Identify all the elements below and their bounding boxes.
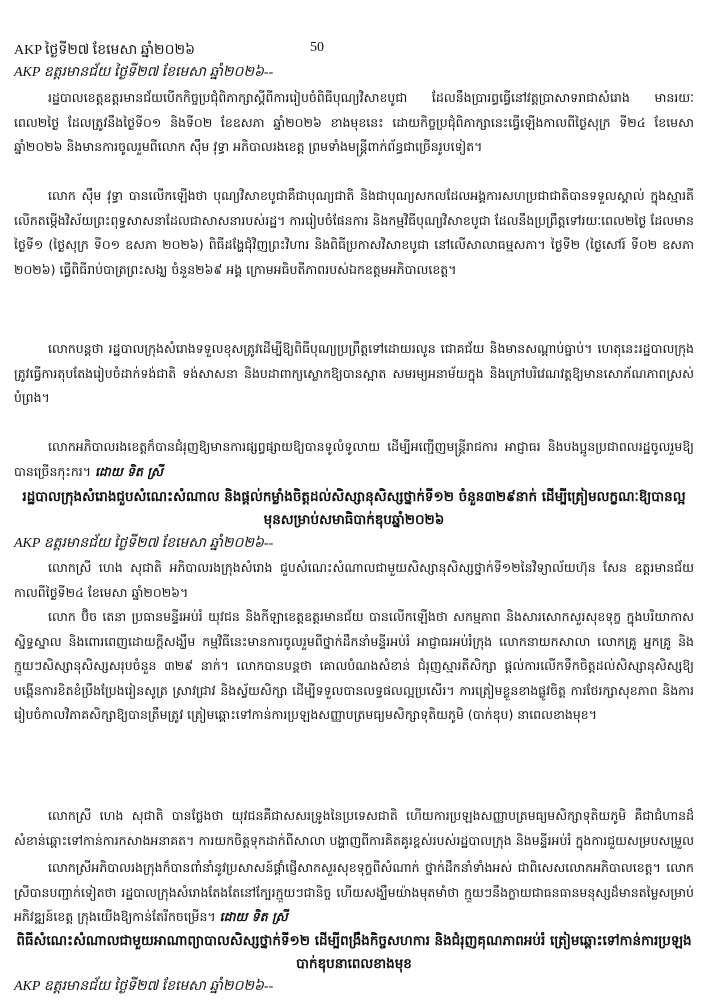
article-2-title-block <box>14 486 694 532</box>
header-date: AKP ថ្ងៃទី២៧ ខែមេសា ឆ្នាំ២០២៦ <box>14 43 196 58</box>
article-1-paragraph-1-block <box>14 86 694 184</box>
article-3-dateline: AKP ឧត្តរមានជ័យ ថ្ងៃទី២៧ ខែមេសា ឆ្នាំ២០២៦-- <box>14 979 274 994</box>
article-2-dateline: AKP ឧត្តរមានជ័យ ថ្ងៃទី២៧ ខែមេសា ឆ្នាំ២០២៦-- <box>14 536 274 551</box>
article-2 <box>14 535 694 553</box>
page-number: 50 <box>310 40 324 55</box>
article-1-paragraph: រដ្ឋបាលខេត្តឧត្តរមានជ័យបើកកិច្ចប្រជុំពិភាក្សាស្តីពីការរៀបចំពិធីបុណ្យវិសាខបូជា ដែលនឹងប្រារព្ធធ្វើនៅវត្តប្រាសាទរាជាសំរោង មានរយៈពេល២ថ្ងៃ ដែលត្រូវនឹងថ្ងៃទី០១ និងទី០២ ខែឧសភា ឆ្នាំ២០២៦ ខាងមុខនេះ ដោយកិច្ចប្រជុំពិភាក្សានេះធ្វើឡើងកាលពីថ្ងៃសុក្រ ទី២៤ ខែមេសា ឆ្នាំ២០២៦ និងមានការចូលរួមពីលោក ស៊ឹម វុទ្ធា អភិបាលរងខេត្ត ព្រមទាំងមន្ត្រីពាក់ព័ន្ធជាច្រើនរូបទៀត។ <box>14 90 694 154</box>
paragraph-text: លោកស្រីអភិបាលរងក្រុងក៏បានពាំនាំនូវប្រសាសន៍ផ្តាំផ្ញើសាកសួរសុខទុក្ខពីសំណាក់ ថ្នាក់ដឹកនាំទាំងអស់ ជាពិសេសលោកអភិបាលខេត្ត។ លោកស្រីបានបញ្ជាក់ទៀតថា រដ្ឋបាលក្រុងសំរោងតែងតែនៅក្បែរក្មួយៗជានិច្ច ហើយសង្ឃឹមយ៉ាងមុតមាំថា ក្មួយៗនឹងក្លាយជាធនធានមនុស្សដ៏មានតម្លៃសម្រាប់អភិវឌ្ឍន៍ខេត្ត ក្រុងយើងឱ្យកាន់តែរីកចម្រើន។ <box>14 860 694 924</box>
article-1-paragraph-2-block <box>14 184 694 331</box>
paragraph-text: លោកអភិបាលរងខេត្តក៏បានជំរុញឱ្យមានការផ្សព្វផ្សាយឱ្យបានទូលំទូលាយ ដើម្បីអញ្ជើញមន្ត្រីរាជការ អាជ្ញាធរ និងបងប្អូនប្រជាពលរដ្ឋចូលរួមឱ្យបានច្រើនកុះករ។ <box>14 439 694 479</box>
article-2-byline: ដោយ ទិត ស្រី <box>219 909 288 924</box>
article-2-title: រដ្ឋបាលក្រុងសំរោងជួបសំណេះសំណាល និងផ្តល់កម្លាំងចិត្តដល់សិស្សានុសិស្សថ្នាក់ទី១២ ចំនួន៣២៩នាក់ ដើម្បីត្រៀមលក្ខណៈឱ្យបានល្អមុនសម្រាប់សមាធិបាក់ឌុបឆ្នាំ២០២៦ <box>22 489 686 528</box>
page-header <box>14 40 693 58</box>
article-1-paragraph-4-block <box>14 435 694 484</box>
article-1-paragraph: លោកបន្តថា រដ្ឋបាលក្រុងសំរោងទទួលខុសត្រូវដើម្បីឱ្យពិធីបុណ្យប្រព្រឹត្តទៅដោយរលូន ជោគជ័យ និងមានសណ្តាប់ធ្នាប់។ ហេតុនេះរដ្ឋបាលក្រុង ត្រូវធ្វើការតុបតែងរៀបចំដាក់ទង់ជាតិ ទង់សាសនា និងបដាពាក្យស្លោកឱ្យបានស្អាត សមរម្យអនាម័យក្នុង និងក្រៅបរិវេណវត្តឱ្យមានសោភ័ណភាពស្រស់បំព្រង។ <box>14 341 694 405</box>
article-2-paragraph: លោកស្រី ហេង សុជាតិ អភិបាលរងក្រុងសំរោង ជួបសំណេះសំណាលជាមួយសិស្សានុសិស្សថ្នាក់ទី១២នៃវិទ្យាល័យហ៊ុន សែន ឧត្តរមានជ័យ កាលពីថ្ងៃទី២៤ ខែមេសា ឆ្នាំ២០២៦។ <box>14 560 694 600</box>
article-2-paragraph-3-block <box>14 804 694 853</box>
article-1-paragraph: លោក ស៊ឹម វុទ្ធា បានលើកឡើងថា បុណ្យវិសាខបូជាគឺជាបុណ្យជាតិ និងជាបុណ្យសកលដែលអង្គការសហប្រជាជាតិបានទទួលស្គាល់ ក្នុងស្មារតីលើកតម្កើងវិស័យព្រះពុទ្ធសាសនាដែលជាសាសនារបស់រដ្ឋ។ ការរៀបចំផែនការ និងកម្មវិធីបុណ្យវិសាខបូជា ដែលនឹងប្រព្រឹត្តទៅរយៈពេល២ថ្ងៃ ដែលមាន ថ្ងៃទី១ (ថ្ងៃសុក្រ ទី០១ ឧសភា ២០២៦) ពិធីដង្ហែជុំវិញព្រះវិហារ និងពិធីប្រកាសវិសាខបូជា នៅលើសាលាធម្មសភា។ ថ្ងៃទី២ (ថ្ងៃសៅរ៍ ទី០២ ឧសភា ២០២៦) ធ្វើពិធីរាប់បាត្រព្រះសង្ឃ ចំនួន២៦៩ អង្គ ក្រោមអធិបតីភាពរបស់ឯកឧត្តមអភិបាលខេត្ត។ <box>14 188 694 277</box>
article-2-paragraph <box>14 856 694 929</box>
article-2-paragraph-1-block <box>14 556 694 605</box>
article-2-paragraph: លោកស្រី ហេង សុជាតិ បានថ្លែងថា យុវជនគឺជាសសរទ្រូងនៃប្រទេសជាតិ ហើយការប្រឡងសញ្ញាបត្រមធ្យមសិក្សាទុតិយភូមិ គឺជាជំហានដ៏សំខាន់ឆ្ពោះទៅកាន់ការកសាងអនាគត។ ការយកចិត្តទុកដាក់ពីសាលា បង្ហាញពីការគិតគូរខ្ពស់របស់រដ្ឋបាលក្រុង និងមន្ទីរអប់រំ ក្នុងការជួយសម្របសម្រួល <box>14 808 694 848</box>
article-2-paragraph-2-block <box>14 605 694 801</box>
article-3 <box>14 978 694 996</box>
article-2-paragraph: លោក ប៊ិច តេនា ប្រធានមន្ទីរអប់រំ យុវជន និងកីឡាខេត្តឧត្តរមានជ័យ បានលើកឡើងថា សកម្មភាព និងសារសោកសួរសុខទុក្ខ ក្នុងបរិយាកាសស្និទ្ធស្នាល និងពោរពេញដោយក្តីសង្ឃឹម កម្មវិធីនេះមានការចូលរួមពីថ្នាក់ដឹកនាំមន្ទីរអប់រំ អាជ្ញាធរអប់រំក្រុង លោកនាយកសាលា លោកគ្រូ អ្នកគ្រូ និងក្មួយៗសិស្សានុសិស្សសរុបចំនួន ៣២៩ នាក់។ លោកបានបន្តថា គោលបំណងសំខាន់ ជំរុញស្មារតីសិក្សា ផ្តល់ការលើកទឹកចិត្តដល់សិស្សានុសិស្សឱ្យបង្កើនការខិតខំប្រឹងប្រែងរៀនសូត្រ ស្រាវជ្រាវ និងស្វ័យសិក្សា ដើម្បីទទួលបានលទ្ធផលល្អប្រសើរ។ ការត្រៀមខ្លួនខាងផ្លូវចិត្ត ការថែរក្សាសុខភាព និងការរៀបចំកាលវិភាគសិក្សាឱ្យបានត្រឹមត្រូវ ត្រៀមឆ្ពោះទៅកាន់ការប្រឡងសញ្ញាបត្រមធ្យមសិក្សាទុតិយភូមិ (បាក់ឌុប) នាពេលខាងមុខ។ <box>14 609 694 722</box>
article-3-title: ពិធីសំណេះសំណាលជាមួយអាណាព្យាបាលសិស្សថ្នាក់ទី១២ ដើម្បីពង្រឹងកិច្ចសហការ និងជំរុញគុណភាពអប់រំ ត្រៀមឆ្ពោះទៅកាន់ការប្រឡងបាក់ឌុបនាពេលខាងមុខ <box>16 933 692 972</box>
article-1-paragraph <box>14 435 694 484</box>
article-1-byline: ដោយ ទិត ស្រី <box>94 463 163 479</box>
article-3-title-block <box>14 930 694 976</box>
article-2-paragraph-4-block <box>14 856 694 929</box>
article-1-dateline: AKP ឧត្តរមានជ័យ ថ្ងៃទី២៧ ខែមេសា ឆ្នាំ២០២៦-- <box>14 65 274 80</box>
article-1-paragraph-3-block <box>14 337 694 435</box>
article-1 <box>14 64 694 82</box>
